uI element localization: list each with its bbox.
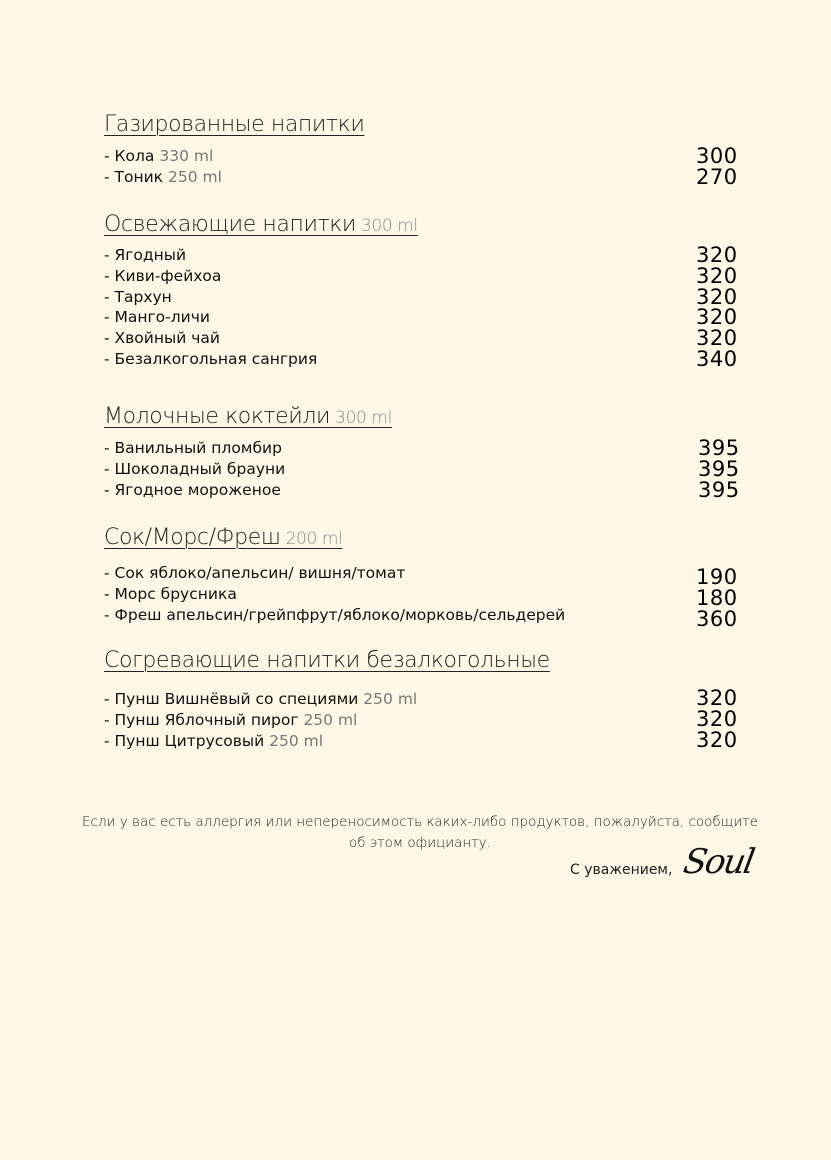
item-price: 395 <box>698 436 740 460</box>
section-title-text: Молочные коктейли <box>104 404 331 429</box>
price-column <box>696 567 756 629</box>
item-price: 320 <box>696 706 738 731</box>
section-volume: 300 ml <box>330 408 392 428</box>
item-name: - Киви-фейхоа <box>104 266 222 285</box>
list-item <box>104 167 744 188</box>
list-item <box>104 480 744 501</box>
list-item <box>104 307 744 328</box>
item-price: 395 <box>698 477 740 502</box>
item-name: - Тархун <box>104 287 172 306</box>
price-column <box>696 245 756 370</box>
list-item <box>104 349 744 370</box>
item-name: - Ванильный пломбир <box>104 439 282 457</box>
item-price: 270 <box>696 164 738 189</box>
item-list <box>104 146 744 188</box>
section-title-text: Сок/Морс/Фреш <box>104 525 281 550</box>
item-volume: 250 ml <box>298 710 358 729</box>
item-price: 320 <box>696 284 738 309</box>
item-name: - Фреш апельсин/грейпфрут/яблоко/морковь/сельдерей <box>104 605 566 624</box>
item-price: 320 <box>696 727 738 752</box>
item-name: - Сок яблоко/апельсин/ вишня/томат <box>104 564 406 582</box>
list-item <box>104 245 744 266</box>
item-price: 320 <box>696 305 738 330</box>
list-item <box>104 710 744 731</box>
item-name: - Манго-личи <box>104 308 210 327</box>
item-price: 190 <box>696 565 738 589</box>
section-title <box>104 648 550 673</box>
list-item <box>104 266 744 287</box>
list-item <box>104 459 744 480</box>
item-name: - Пунш Яблочный пирог <box>104 710 299 729</box>
section-title-text: Согревающие напитки безалкогольные <box>104 648 550 673</box>
item-list <box>104 689 744 751</box>
item-name: - Пунш Цитрусовый <box>104 731 265 750</box>
section-title <box>104 112 364 137</box>
item-price: 395 <box>698 456 740 481</box>
item-price: 300 <box>696 144 738 168</box>
item-volume: 250 ml <box>264 731 324 750</box>
item-name: - Тоник <box>104 167 164 186</box>
item-volume: 250 ml <box>163 167 222 186</box>
item-name: - Ягодное мороженое <box>104 480 281 499</box>
list-item <box>104 146 744 167</box>
list-item <box>104 287 744 308</box>
item-price: 320 <box>696 263 738 288</box>
item-price: 320 <box>696 243 738 267</box>
item-name: - Пунш Вишнёвый со специями <box>104 690 359 708</box>
section-title <box>104 212 418 237</box>
section-title <box>104 404 392 429</box>
section-title-text: Освежающие напитки <box>104 212 356 237</box>
item-list <box>104 245 744 370</box>
item-volume: 330 ml <box>154 147 214 165</box>
item-price: 340 <box>696 346 738 371</box>
list-item <box>104 605 744 626</box>
item-name: - Кола <box>104 147 155 165</box>
item-price: 360 <box>696 606 738 631</box>
price-column <box>696 688 756 750</box>
item-price: 180 <box>696 585 738 610</box>
item-list <box>104 438 744 500</box>
item-name: - Безалкогольная сангрия <box>104 349 318 368</box>
price-column <box>698 438 758 500</box>
list-item <box>104 328 744 349</box>
list-item <box>104 438 744 459</box>
list-item <box>104 689 744 710</box>
allergy-note: Если у вас есть аллергия или непереносимость каких-либо продуктов, пожалуйста, сообщите об этом официанту. <box>82 814 758 851</box>
signature-logo: Soul <box>680 842 757 882</box>
section-volume: 200 ml <box>280 529 343 549</box>
item-name: - Шоколадный брауни <box>104 459 286 478</box>
price-column <box>696 146 756 188</box>
list-item <box>104 563 744 584</box>
item-name: - Морс брусника <box>104 584 237 603</box>
item-price: 320 <box>696 686 738 710</box>
list-item <box>104 731 744 752</box>
section-volume: 300 ml <box>356 216 418 236</box>
section-title <box>104 525 342 550</box>
item-price: 320 <box>696 326 738 351</box>
item-volume: 250 ml <box>358 690 418 708</box>
list-item <box>104 584 744 605</box>
section-title-text: Газированные напитки <box>104 112 365 137</box>
regards-text: С уважением, <box>570 862 673 878</box>
item-list <box>104 563 744 625</box>
item-name: - Хвойный чай <box>104 329 220 348</box>
item-name: - Ягодный <box>104 246 187 264</box>
